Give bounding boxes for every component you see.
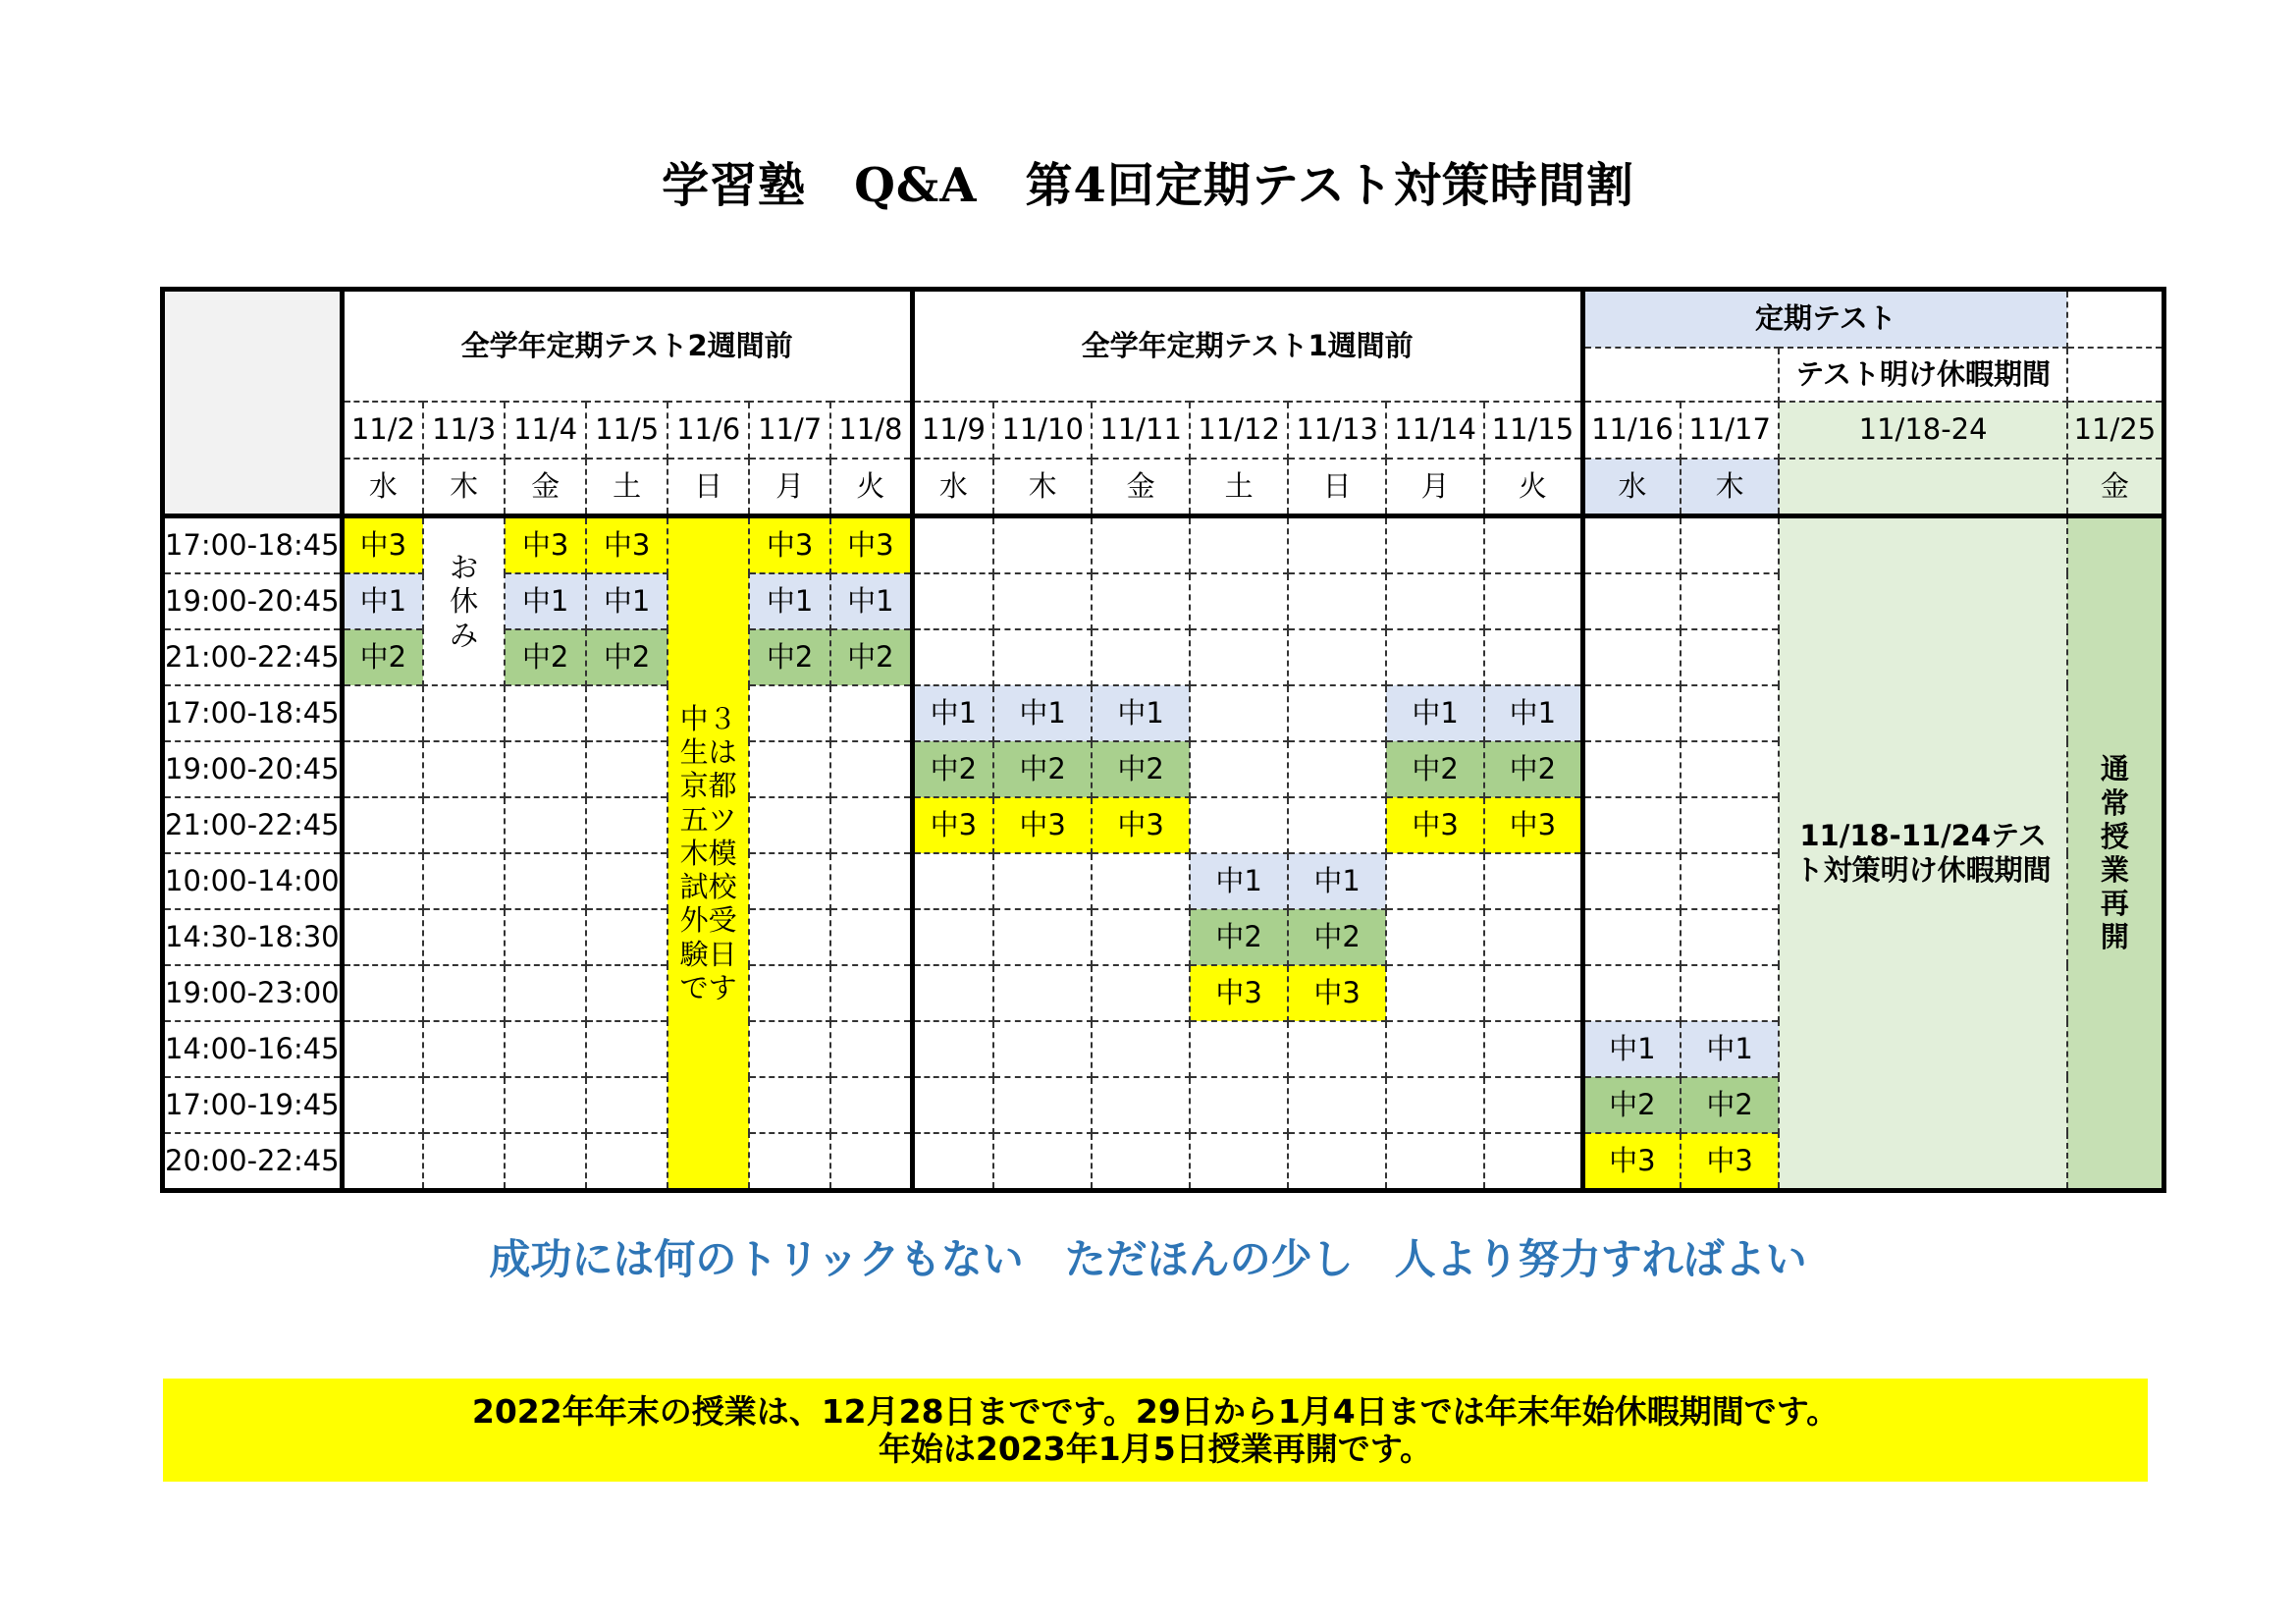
empty-cell: [993, 853, 1092, 909]
corner-cell: [163, 290, 343, 516]
empty-cell: [1092, 1133, 1190, 1191]
class-cell: 中1: [749, 573, 830, 629]
empty-cell: [912, 573, 993, 629]
empty-cell: [1092, 573, 1190, 629]
date-cell: 11/15: [1484, 402, 1582, 459]
empty-cell: [1092, 853, 1190, 909]
class-cell: 中2: [1288, 909, 1386, 965]
empty-cell: [423, 853, 505, 909]
empty-cell: [1386, 1077, 1484, 1133]
empty-cell: [1190, 629, 1288, 685]
empty-cell: [1288, 797, 1386, 853]
empty-cell: [993, 516, 1092, 574]
weekday-cell: 月: [1386, 459, 1484, 516]
empty-cell: [586, 685, 667, 741]
empty-cell: [1386, 965, 1484, 1021]
empty-cell: [1386, 1021, 1484, 1077]
class-cell: 中2: [586, 629, 667, 685]
empty-cell: [1386, 573, 1484, 629]
empty-cell: [1190, 516, 1288, 574]
weekday-cell: 土: [1190, 459, 1288, 516]
empty-cell: [586, 1021, 667, 1077]
time-slot: 14:00-16:45: [163, 1021, 343, 1077]
empty-cell: [1092, 629, 1190, 685]
class-cell: 中1: [1386, 685, 1484, 741]
class-cell: 中2: [1386, 741, 1484, 797]
empty-cell: [1681, 965, 1779, 1021]
empty-cell: [993, 965, 1092, 1021]
group-header-1week: 全学年定期テスト1週間前: [912, 290, 1582, 403]
header-blank: [2067, 348, 2163, 402]
empty-cell: [830, 853, 912, 909]
weekday-cell: 金: [1092, 459, 1190, 516]
empty-cell: [1092, 1021, 1190, 1077]
empty-cell: [1484, 1021, 1582, 1077]
class-cell: 中1: [586, 573, 667, 629]
empty-cell: [586, 741, 667, 797]
date-cell: 11/8: [830, 402, 912, 459]
empty-cell: [505, 741, 586, 797]
empty-cell: [1288, 1021, 1386, 1077]
empty-cell: [1681, 685, 1779, 741]
class-cell: 中3: [830, 516, 912, 574]
time-slot: 17:00-18:45: [163, 685, 343, 741]
date-cell: 11/4: [505, 402, 586, 459]
empty-cell: [1190, 1133, 1288, 1191]
empty-cell: [586, 1133, 667, 1191]
empty-cell: [912, 629, 993, 685]
empty-cell: [423, 797, 505, 853]
empty-cell: [505, 853, 586, 909]
resume-note: 通常授業再開: [2067, 516, 2163, 1191]
empty-cell: [342, 853, 423, 909]
date-cell: 11/2: [342, 402, 423, 459]
empty-cell: [749, 853, 830, 909]
class-cell: 中3: [586, 516, 667, 574]
class-cell: 中2: [342, 629, 423, 685]
weekday-cell: 水: [912, 459, 993, 516]
empty-cell: [1288, 516, 1386, 574]
date-cell: 11/11: [1092, 402, 1190, 459]
class-cell: 中3: [1386, 797, 1484, 853]
group-header-break: テスト明け休暇期間: [1779, 348, 2067, 402]
class-cell: 中2: [993, 741, 1092, 797]
empty-cell: [505, 1077, 586, 1133]
empty-cell: [1681, 629, 1779, 685]
class-cell: 中3: [1190, 965, 1288, 1021]
weekday-cell: 火: [1484, 459, 1582, 516]
empty-cell: [586, 853, 667, 909]
weekday-cell: [1779, 459, 2067, 516]
class-cell: 中2: [1681, 1077, 1779, 1133]
date-cell: 11/6: [667, 402, 749, 459]
date-cell: 11/14: [1386, 402, 1484, 459]
date-cell: 11/18-24: [1779, 402, 2067, 459]
class-cell: 中2: [1582, 1077, 1681, 1133]
empty-cell: [505, 965, 586, 1021]
weekday-cell: 木: [423, 459, 505, 516]
empty-cell: [830, 909, 912, 965]
empty-cell: [1484, 909, 1582, 965]
empty-cell: [1582, 965, 1681, 1021]
date-cell: 11/9: [912, 402, 993, 459]
empty-cell: [505, 909, 586, 965]
empty-cell: [912, 516, 993, 574]
date-cell: 11/13: [1288, 402, 1386, 459]
class-cell: 中3: [342, 516, 423, 574]
empty-cell: [1288, 573, 1386, 629]
page-title: 学習塾 Q&A 第4回定期テスト対策時間割: [662, 158, 1634, 213]
weekday-cell: 土: [586, 459, 667, 516]
time-slot: 17:00-18:45: [163, 516, 343, 574]
empty-cell: [830, 1077, 912, 1133]
weekday-cell: 水: [342, 459, 423, 516]
class-cell: 中1: [342, 573, 423, 629]
empty-cell: [749, 909, 830, 965]
empty-cell: [749, 1021, 830, 1077]
empty-cell: [749, 1133, 830, 1191]
time-slot: 19:00-20:45: [163, 573, 343, 629]
class-cell: 中2: [1190, 909, 1288, 965]
date-cell: 11/25: [2067, 402, 2163, 459]
class-cell: 中3: [912, 797, 993, 853]
empty-cell: [1484, 1133, 1582, 1191]
empty-cell: [423, 741, 505, 797]
weekday-cell: 火: [830, 459, 912, 516]
class-cell: 中3: [1092, 797, 1190, 853]
empty-cell: [749, 797, 830, 853]
class-cell: 中2: [505, 629, 586, 685]
empty-cell: [342, 1077, 423, 1133]
date-cell: 11/5: [586, 402, 667, 459]
empty-cell: [830, 685, 912, 741]
date-cell: 11/12: [1190, 402, 1288, 459]
time-slot: 17:00-19:45: [163, 1077, 343, 1133]
time-slot: 21:00-22:45: [163, 797, 343, 853]
empty-cell: [1681, 797, 1779, 853]
class-cell: 中1: [1484, 685, 1582, 741]
header-blank: [2067, 290, 2163, 349]
class-cell: 中3: [993, 797, 1092, 853]
empty-cell: [1484, 1077, 1582, 1133]
empty-cell: [1288, 685, 1386, 741]
empty-cell: [1484, 573, 1582, 629]
weekday-cell: 日: [667, 459, 749, 516]
empty-cell: [1386, 629, 1484, 685]
empty-cell: [749, 1077, 830, 1133]
motto-text: 成功には何のトリックもない ただほんの少し 人より努力すればよい: [489, 1235, 1807, 1283]
date-cell: 11/3: [423, 402, 505, 459]
empty-cell: [1681, 573, 1779, 629]
empty-cell: [586, 1077, 667, 1133]
empty-cell: [342, 965, 423, 1021]
empty-cell: [993, 573, 1092, 629]
empty-cell: [912, 965, 993, 1021]
mock-exam-note: 中３生は 京都五ツ木模試校外受験日です: [667, 516, 749, 1191]
weekday-cell: 水: [1582, 459, 1681, 516]
empty-cell: [423, 965, 505, 1021]
empty-cell: [423, 1021, 505, 1077]
empty-cell: [342, 685, 423, 741]
empty-cell: [1190, 1021, 1288, 1077]
class-cell: 中3: [1681, 1133, 1779, 1191]
empty-cell: [1484, 516, 1582, 574]
date-cell: 11/16: [1582, 402, 1681, 459]
notice-banner: [163, 1379, 2148, 1482]
empty-cell: [423, 909, 505, 965]
empty-cell: [1288, 629, 1386, 685]
notice-line: 年始は2023年1月5日授業再開です。: [878, 1429, 1433, 1468]
empty-cell: [423, 1077, 505, 1133]
empty-cell: [912, 1021, 993, 1077]
class-cell: 中3: [1288, 965, 1386, 1021]
empty-cell: [586, 965, 667, 1021]
holiday-note: お休み: [423, 516, 505, 686]
class-cell: 中1: [1190, 853, 1288, 909]
class-cell: 中3: [505, 516, 586, 574]
empty-cell: [993, 1133, 1092, 1191]
weekday-cell: 月: [749, 459, 830, 516]
empty-cell: [1190, 797, 1288, 853]
empty-cell: [1582, 741, 1681, 797]
time-slot: 19:00-20:45: [163, 741, 343, 797]
empty-cell: [1681, 909, 1779, 965]
class-cell: 中3: [1582, 1133, 1681, 1191]
empty-cell: [912, 853, 993, 909]
empty-cell: [1484, 965, 1582, 1021]
empty-cell: [830, 1133, 912, 1191]
empty-cell: [1092, 1077, 1190, 1133]
empty-cell: [1582, 573, 1681, 629]
empty-cell: [1386, 516, 1484, 574]
empty-cell: [1386, 1133, 1484, 1191]
empty-cell: [1484, 629, 1582, 685]
class-cell: 中1: [1288, 853, 1386, 909]
class-cell: 中1: [993, 685, 1092, 741]
empty-cell: [505, 1021, 586, 1077]
empty-cell: [1582, 797, 1681, 853]
empty-cell: [1092, 909, 1190, 965]
empty-cell: [342, 1133, 423, 1191]
empty-cell: [993, 909, 1092, 965]
empty-cell: [505, 797, 586, 853]
empty-cell: [1386, 853, 1484, 909]
empty-cell: [1288, 1133, 1386, 1191]
empty-cell: [912, 1077, 993, 1133]
empty-cell: [1484, 853, 1582, 909]
empty-cell: [505, 685, 586, 741]
empty-cell: [1288, 741, 1386, 797]
empty-cell: [1582, 685, 1681, 741]
class-cell: 中3: [1484, 797, 1582, 853]
empty-cell: [912, 1133, 993, 1191]
empty-cell: [1190, 741, 1288, 797]
empty-cell: [1681, 853, 1779, 909]
empty-cell: [830, 1021, 912, 1077]
empty-cell: [993, 1021, 1092, 1077]
time-slot: 21:00-22:45: [163, 629, 343, 685]
class-cell: 中2: [749, 629, 830, 685]
date-cell: 11/17: [1681, 402, 1779, 459]
empty-cell: [423, 1133, 505, 1191]
class-cell: 中1: [830, 573, 912, 629]
empty-cell: [993, 1077, 1092, 1133]
empty-cell: [1681, 516, 1779, 574]
empty-cell: [830, 797, 912, 853]
schedule-table: [160, 287, 2166, 1193]
empty-cell: [1582, 853, 1681, 909]
time-slot: 20:00-22:45: [163, 1133, 343, 1191]
empty-cell: [586, 909, 667, 965]
class-cell: 中1: [505, 573, 586, 629]
weekday-cell: 日: [1288, 459, 1386, 516]
empty-cell: [1386, 909, 1484, 965]
class-cell: 中2: [912, 741, 993, 797]
weekday-cell: 金: [2067, 459, 2163, 516]
empty-cell: [342, 797, 423, 853]
empty-cell: [1190, 685, 1288, 741]
empty-cell: [505, 1133, 586, 1191]
notice-line: 2022年年末の授業は、12月28日までです。29日から1月4日までは年末年始休暇期間です。: [471, 1391, 1840, 1431]
time-slot: 10:00-14:00: [163, 853, 343, 909]
empty-cell: [423, 685, 505, 741]
empty-cell: [342, 741, 423, 797]
empty-cell: [993, 629, 1092, 685]
empty-cell: [1190, 1077, 1288, 1133]
group-header-2weeks: 全学年定期テスト2週間前: [342, 290, 912, 403]
time-slot: 19:00-23:00: [163, 965, 343, 1021]
header-blank: [1582, 348, 1779, 402]
weekday-cell: 木: [1681, 459, 1779, 516]
date-cell: 11/10: [993, 402, 1092, 459]
class-cell: 中1: [1092, 685, 1190, 741]
empty-cell: [342, 1021, 423, 1077]
empty-cell: [1582, 909, 1681, 965]
empty-cell: [1092, 516, 1190, 574]
class-cell: 中2: [1092, 741, 1190, 797]
empty-cell: [1681, 741, 1779, 797]
empty-cell: [912, 909, 993, 965]
empty-cell: [1288, 1077, 1386, 1133]
empty-cell: [749, 965, 830, 1021]
empty-cell: [830, 965, 912, 1021]
weekday-cell: 金: [505, 459, 586, 516]
empty-cell: [1190, 573, 1288, 629]
empty-cell: [1582, 516, 1681, 574]
class-cell: 中3: [749, 516, 830, 574]
class-cell: 中2: [1484, 741, 1582, 797]
empty-cell: [342, 909, 423, 965]
empty-cell: [1582, 629, 1681, 685]
class-cell: 中2: [830, 629, 912, 685]
empty-cell: [749, 685, 830, 741]
class-cell: 中1: [912, 685, 993, 741]
time-slot: 14:30-18:30: [163, 909, 343, 965]
group-header-test: 定期テスト: [1582, 290, 2067, 349]
date-cell: 11/7: [749, 402, 830, 459]
empty-cell: [830, 741, 912, 797]
class-cell: 中1: [1681, 1021, 1779, 1077]
empty-cell: [586, 797, 667, 853]
empty-cell: [1092, 965, 1190, 1021]
break-period-note: 11/18-11/24テスト対策明け休暇期間: [1779, 516, 2067, 1191]
class-cell: 中1: [1582, 1021, 1681, 1077]
weekday-cell: 木: [993, 459, 1092, 516]
